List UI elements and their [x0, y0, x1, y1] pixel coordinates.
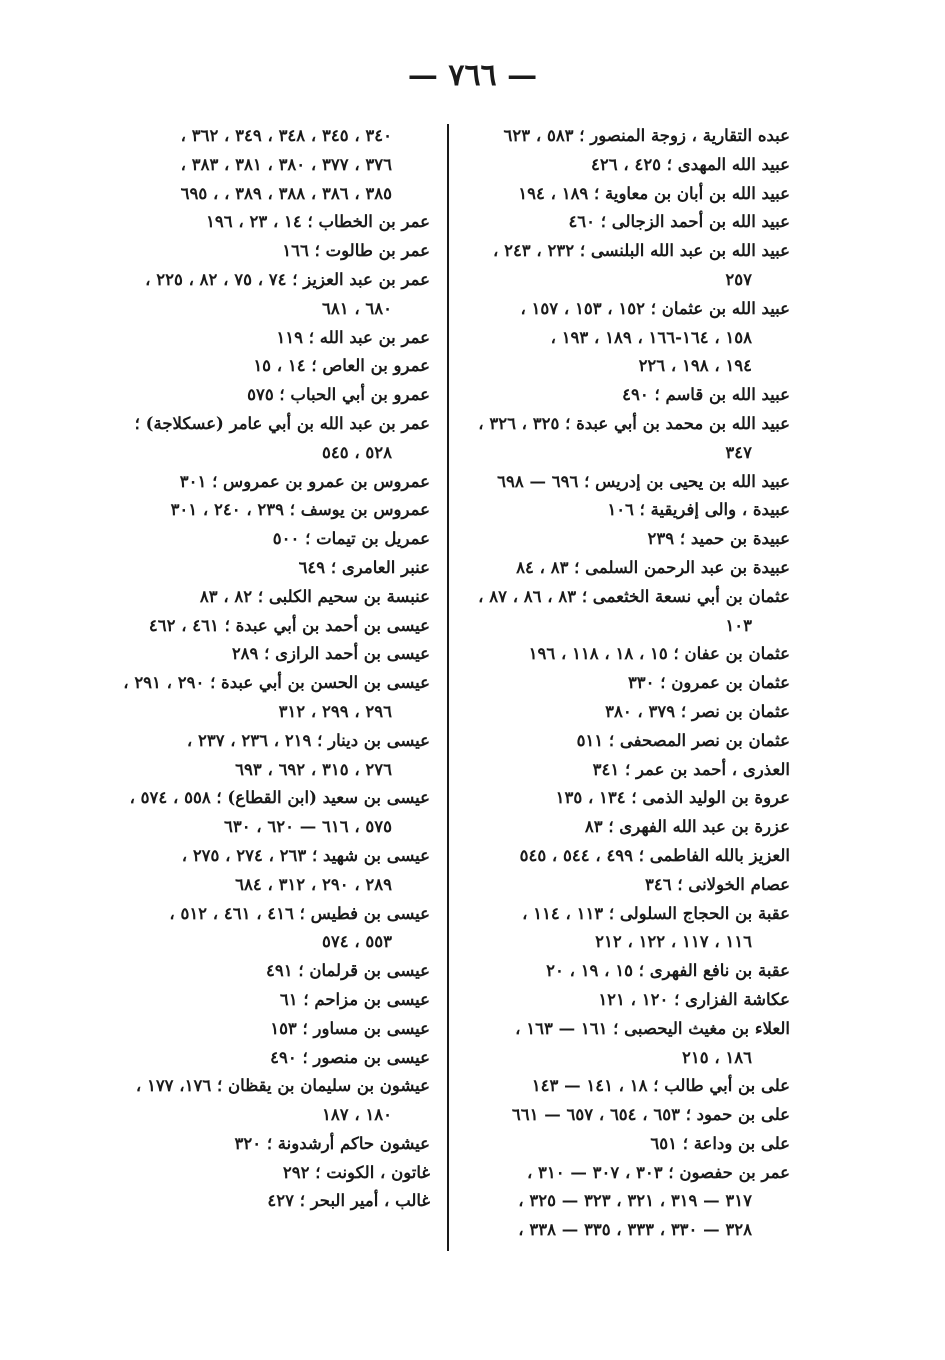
index-entry-continuation: ٥٥٣ ، ٥٧٤ — [321, 932, 392, 952]
index-entry: عبده التقارية ، زوجة المنصور ؛ ٥٨٣ ، ٦٢٣ — [503, 126, 790, 145]
index-entry: على بن وداعة ؛ ٦٥١ — [650, 1133, 790, 1153]
index-entry: على بن أبي طالب ؛ ١٨ ، ١٤١ — ١٤٣ — [531, 1076, 790, 1096]
index-entry: عقبة بن الحجاج السلولى ؛ ١١٣ ، ١١٤ ، — [522, 903, 790, 923]
index-entry: عيسى بن أحمد الرازى ؛ ٢٨٩ — [231, 644, 430, 664]
index-entry: عمر بن عبد الله ؛ ١١٩ — [276, 327, 430, 347]
index-entry: عمر بن الخطاب ؛ ١٤ ، ٢٣ ، ١٩٦ — [206, 212, 430, 232]
index-entry-continuation: ١٥٨ ، ١٦٤-١٦٦ ، ١٨٩ ، ١٩٣ ، — [550, 327, 752, 347]
index-entry: عنبر العامرى ؛ ٦٤٩ — [298, 557, 430, 577]
index-entry: عيسى بن قرلمان ؛ ٤٩١ — [266, 961, 430, 981]
index-entry: عبيد الله بن عثمان ؛ ١٥٢ ، ١٥٣ ، ١٥٧ ، — [520, 298, 790, 318]
index-entry: عيسى بن الحسن بن أبي عبدة ؛ ٢٩٠ ، ٢٩١ ، — [123, 673, 430, 693]
index-entry: عبيدة بن عبد الرحمن السلمى ؛ ٨٣ ، ٨٤ — [516, 557, 790, 577]
index-entry: عبيد الله بن أبان بن معاوية ؛ ١٨٩ ، ١٩٤ — [518, 183, 790, 203]
index-entry-continuation: ٥٢٨ ، ٥٤٥ — [321, 442, 392, 462]
index-entry-continuation: ٣٢٨ — ٣٣٠ ، ٣٣٣ ، ٣٣٥ — ٣٣٨ ، — [518, 1220, 752, 1240]
index-entry: العزيز بالله الفاطمى ؛ ٤٩٩ ، ٥٤٤ ، ٥٤٥ — [519, 845, 790, 865]
index-entry: عيسى بن منصور ؛ ٤٩٠ — [270, 1047, 430, 1067]
index-entry: عبيد الله بن يحيى بن إدريس ؛ ٦٩٦ — ٦٩٨ — [497, 471, 790, 491]
index-entry: عثمان بن عفان ؛ ١٥ ، ١٨ ، ١١٨ ، ١٩٦ — [528, 644, 790, 664]
index-entry-continuation: ٥٧٥ ، ٦١٦ — ٦٢٠ ، ٦٣٠ — [223, 817, 392, 837]
index-entry: عيسى بن مزاحم ؛ ٦١ — [279, 989, 430, 1009]
index-entry: العذرى ، أحمد بن عمر ؛ ٣٤١ — [592, 759, 790, 779]
index-entry: عيشون حاكم أرشدونة ؛ ٣٢٠ — [234, 1133, 430, 1153]
index-entry: عبيد الله بن قاسم ؛ ٤٩٠ — [622, 385, 790, 405]
index-entry: عمروس بن عمرو بن عمروس ؛ ٣٠١ — [179, 471, 430, 491]
index-entry-continuation: ٣٧٦ ، ٣٧٧ ، ٣٨٠ ، ٣٨١ ، ٣٨٣ ، — [180, 154, 392, 174]
index-entry: عيسى بن مساور ؛ ١٥٣ — [270, 1018, 430, 1038]
index-entry: عيسى بن أحمد بن أبي عبدة ؛ ٤٦١ ، ٤٦٢ — [148, 615, 430, 635]
index-entry: عزرة بن عبد الله الفهرى ؛ ٨٣ — [584, 817, 790, 837]
index-entry-continuation: ١٠٣ — [725, 615, 752, 635]
index-column-left — [100, 122, 430, 1216]
page-number: — ٧٦٦ — — [407, 58, 538, 93]
index-entry: عصام الخولانى ؛ ٣٤٦ — [644, 874, 790, 894]
index-entry: عمر بن عبد الله بن أبي عامر (عسكلاجة) ؛ — [134, 413, 430, 433]
column-divider — [447, 124, 449, 1251]
index-entry: عيسى بن شهيد ؛ ٢٦٣ ، ٢٧٤ ، ٢٧٥ ، — [181, 845, 430, 865]
index-entry: عثمان بن أبي نسعة الخثعمى ؛ ٨٣ ، ٨٦ ، ٨٧ ، — [478, 586, 790, 606]
index-entry: عروة بن الوليد الذمى ؛ ١٣٤ ، ١٣٥ — [555, 788, 790, 808]
index-entry: عبيد الله المهدى ؛ ٤٢٥ ، ٤٢٦ — [591, 154, 790, 174]
index-entry: عكاشة الفزارى ؛ ١٢٠ ، ١٢١ — [598, 989, 790, 1009]
index-entry: عثمان بن نصر ؛ ٣٧٩ ، ٣٨٠ — [605, 701, 790, 721]
index-entry: عثمان بن نصر المصحفى ؛ ٥١١ — [576, 730, 790, 750]
index-entry: غاتون ، الكونت ؛ ٢٩٢ — [282, 1162, 430, 1182]
index-entry: عنبسة بن سحيم الكلبى ؛ ٨٢ ، ٨٣ — [199, 586, 430, 606]
index-entry-continuation: ٢٩٦ ، ٢٩٩ ، ٣١٢ — [278, 701, 392, 721]
index-entry: عمر بن حفصون ؛ ٣٠٣ ، ٣٠٧ — ٣١٠ ، — [526, 1162, 790, 1182]
index-entry-continuation: ٢٥٧ — [725, 269, 752, 289]
index-entry-continuation: ٣٤٧ — [725, 442, 752, 462]
index-entry: عمريل بن تيمات ؛ ٥٠٠ — [272, 529, 430, 549]
index-entry: على بن حمود ؛ ٦٥٣ ، ٦٥٤ ، ٦٥٧ — ٦٦١ — [511, 1105, 790, 1125]
index-entry: عبيد الله بن أحمد الزجالى ؛ ٤٦٠ — [568, 212, 790, 232]
index-entry: عمرو بن أبي الحباب ؛ ٥٧٥ — [247, 385, 430, 405]
index-entry: عبيدة ، والى إفريقية ؛ ١٠٦ — [607, 500, 790, 520]
index-entry-continuation: ٦٨٠ ، ٦٨١ — [321, 298, 392, 318]
index-entry: عبيد الله بن عبد الله البلنسى ؛ ٢٣٢ ، ٢٤٣ ، — [493, 241, 790, 261]
index-entry: عثمان بن عمرون ؛ ٣٣٠ — [627, 673, 790, 693]
index-entry: عمر بن عبد العزيز ؛ ٧٤ ، ٧٥ ، ٨٢ ، ٢٢٥ ، — [145, 269, 430, 289]
index-entry: عيسى بن سعيد (ابن القطاع) ؛ ٥٥٨ ، ٥٧٤ ، — [129, 788, 430, 808]
index-entry: عبيدة بن حميد ؛ ٢٣٩ — [647, 529, 790, 549]
index-entry-continuation: ٣١٧ — ٣١٩ ، ٣٢١ ، ٣٢٣ — ٣٢٥ ، — [518, 1191, 752, 1211]
index-entry: غالب ، أمير البحر ؛ ٤٢٧ — [267, 1191, 430, 1211]
index-entry-continuation: ٣٨٥ ، ٣٨٦ ، ٣٨٨ ، ٣٨٩ ، ، ٦٩٥ — [180, 183, 392, 203]
index-column-right — [460, 122, 790, 1245]
index-entry: عبيد الله بن محمد بن أبي عبدة ؛ ٣٢٥ ، ٣٢٦ ، — [478, 413, 790, 433]
index-entry-continuation: ٢٧٦ ، ٣١٥ ، ٦٩٢ ، ٦٩٣ — [235, 759, 392, 779]
index-entry: عمروس بن يوسف ؛ ٢٣٩ ، ٢٤٠ ، ٣٠١ — [170, 500, 430, 520]
index-entry-continuation: ١١٦ ، ١١٧ ، ١٢٢ ، ٢١٢ — [595, 932, 752, 952]
index-entry: عمر بن طالوت ؛ ١٦٦ — [282, 241, 430, 261]
index-entry: عقبة بن نافع الفهرى ؛ ١٥ ، ١٩ ، ٢٠ — [546, 961, 790, 981]
index-entry-continuation: ١٩٤ ، ١٩٨ ، ٢٢٦ — [638, 356, 752, 376]
index-entry: عيشون بن سليمان بن يقظان ؛ ١٧٦، ١٧٧ ، — [135, 1076, 430, 1096]
index-entry: عمرو بن العاص ؛ ١٤ ، ١٥ — [253, 356, 430, 376]
index-entry-continuation: ٣٤٠ ، ٣٤٥ ، ٣٤٨ ، ٣٤٩ ، ٣٦٢ ، — [180, 126, 392, 145]
index-entry: عيسى بن دينار ؛ ٢١٩ ، ٢٣٦ ، ٢٣٧ ، — [186, 730, 430, 750]
index-entry: عيسى بن فطيس ؛ ٤١٦ ، ٤٦١ ، ٥١٢ ، — [169, 903, 430, 923]
index-entry: العلاء بن مغيث اليحصبى ؛ ١٦١ — ١٦٣ ، — [515, 1018, 790, 1038]
index-entry-continuation: ١٨٦ ، ٢١٥ — [681, 1047, 752, 1067]
index-entry-continuation: ١٨٠ ، ١٨٧ — [321, 1105, 392, 1125]
index-entry-continuation: ٢٨٩ ، ٢٩٠ ، ٣١٢ ، ٦٨٤ — [235, 874, 392, 894]
